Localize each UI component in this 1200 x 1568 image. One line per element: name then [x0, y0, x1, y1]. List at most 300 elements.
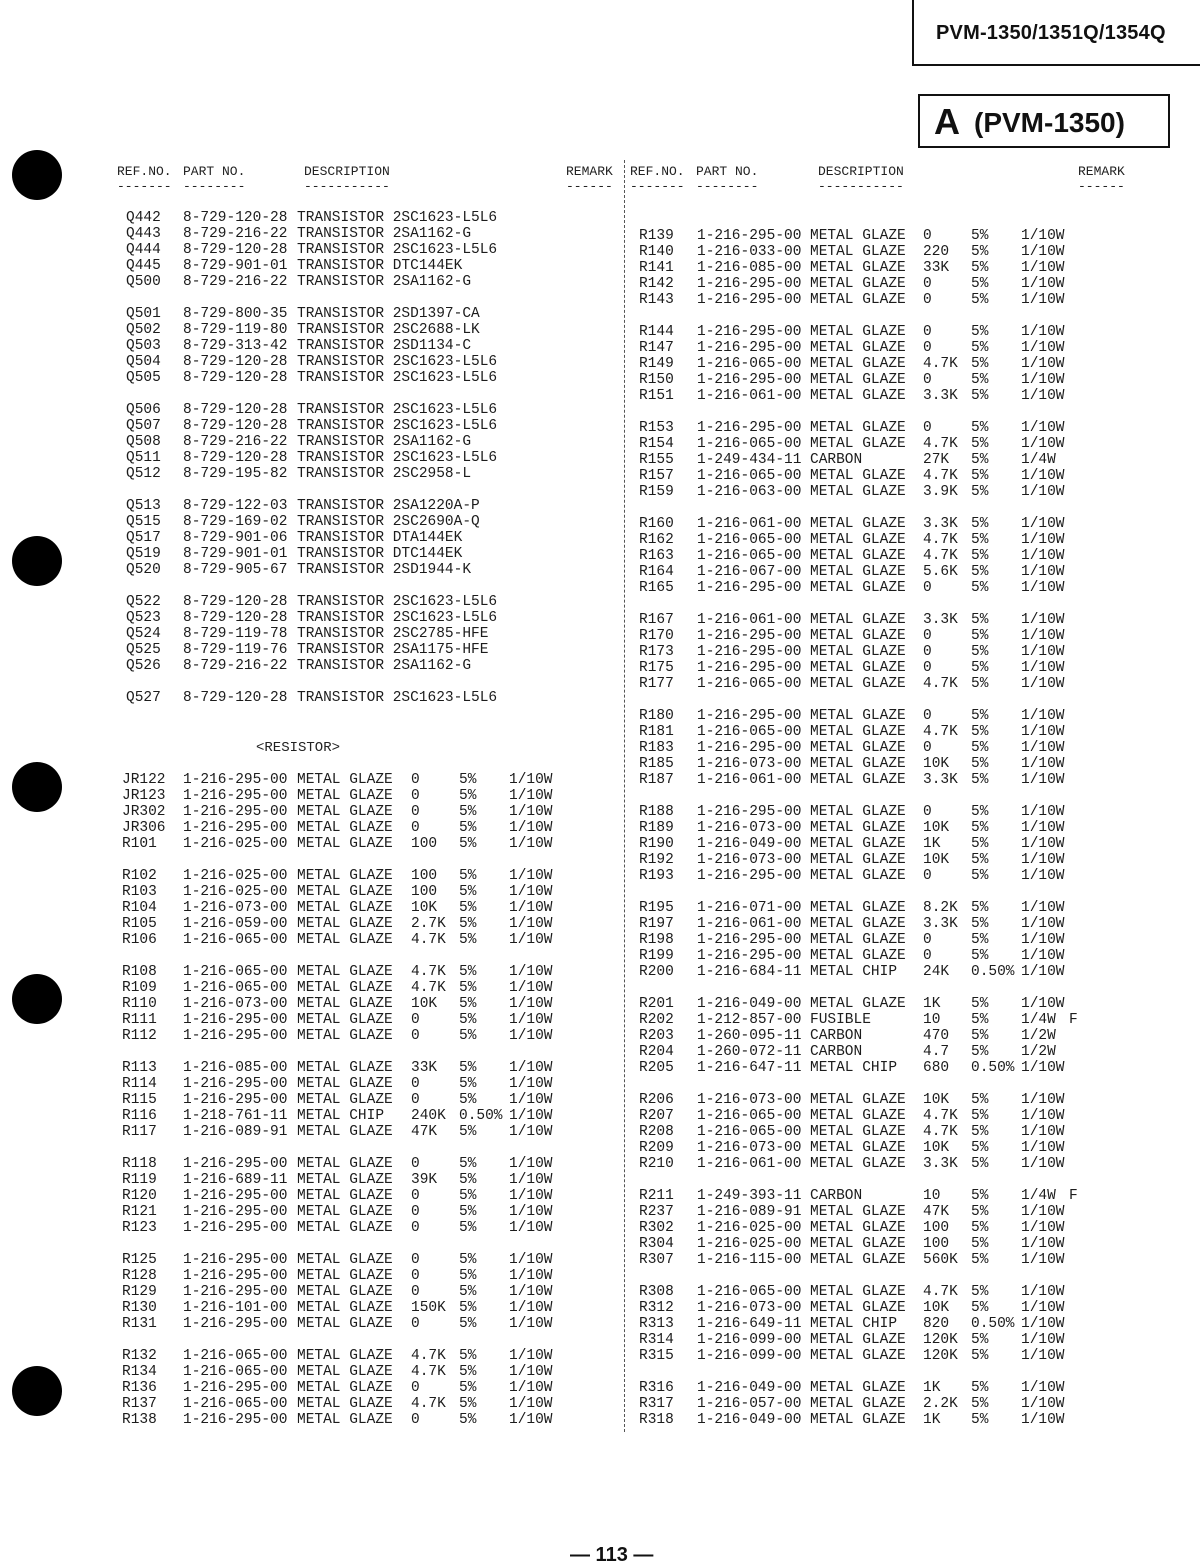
tolerance: 5%: [459, 772, 477, 788]
rating: 1/2W: [1021, 1044, 1056, 1060]
table-row: [0, 356, 1200, 372]
tolerance: 5%: [971, 1396, 989, 1412]
ref-no: Q526: [126, 658, 161, 674]
table-row: [0, 324, 1200, 340]
tolerance: 5%: [459, 964, 477, 980]
tolerance: 5%: [971, 1220, 989, 1236]
tolerance: 5%: [971, 1012, 989, 1028]
ref-no: R185: [639, 756, 674, 772]
ref-no: R206: [639, 1092, 674, 1108]
description: METAL GLAZE: [810, 708, 906, 724]
resistance: 3.3K: [923, 772, 958, 788]
resistance: 0: [411, 1204, 420, 1220]
ref-no: R118: [122, 1156, 157, 1172]
description: METAL GLAZE: [810, 292, 906, 308]
ref-no: R104: [122, 900, 157, 916]
ref-no: R102: [122, 868, 157, 884]
part-no: 1-216-295-00: [183, 1156, 288, 1172]
resistance: 0: [411, 804, 420, 820]
description: METAL GLAZE: [297, 1220, 393, 1236]
part-no: 8-729-120-28: [183, 594, 288, 610]
table-row: [0, 340, 1200, 356]
description: FUSIBLE: [810, 1012, 871, 1028]
tolerance: 5%: [459, 1316, 477, 1332]
table-row: [0, 1092, 1200, 1108]
tolerance: 5%: [971, 452, 989, 468]
binder-hole-1: [12, 150, 62, 200]
ref-no: Q444: [126, 242, 161, 258]
description: METAL GLAZE: [810, 660, 906, 676]
part-no: 1-216-295-00: [183, 772, 288, 788]
part-no: 1-249-393-11: [697, 1188, 802, 1204]
ref-no: R154: [639, 436, 674, 452]
variant-box: [918, 94, 1170, 148]
col-ref-left: REF.NO.: [117, 164, 172, 179]
part-no: 1-216-295-00: [697, 228, 802, 244]
description: METAL GLAZE: [297, 836, 393, 852]
rating: 1/4W: [1021, 452, 1056, 468]
ref-no: Q523: [126, 610, 161, 626]
description: METAL GLAZE: [810, 436, 906, 452]
resistance: 680: [923, 1060, 950, 1076]
ref-no: Q504: [126, 354, 161, 370]
ref-no: R147: [639, 340, 674, 356]
description: CARBON: [810, 1188, 863, 1204]
tolerance: 5%: [971, 1204, 989, 1220]
ref-no: R175: [639, 660, 674, 676]
resistance: 24K: [923, 964, 950, 980]
part-no: 8-729-216-22: [183, 226, 288, 242]
table-row: [0, 852, 1200, 868]
model-title: PVM-1350/1351Q/1354Q: [936, 22, 1166, 44]
ref-no: Q502: [126, 322, 161, 338]
rating: 1/10W: [509, 1316, 553, 1332]
rating: 1/10W: [1021, 756, 1065, 772]
description: METAL GLAZE: [297, 788, 393, 804]
ref-no: R201: [639, 996, 674, 1012]
tolerance: 5%: [971, 1380, 989, 1396]
tolerance: 5%: [971, 820, 989, 836]
tolerance: 5%: [971, 852, 989, 868]
description: TRANSISTOR 2SC1623-L5L6: [297, 418, 498, 434]
ref-no: R151: [639, 388, 674, 404]
part-no: 8-729-119-80: [183, 322, 288, 338]
description: METAL GLAZE: [810, 1284, 906, 1300]
part-no: 1-216-065-00: [697, 1284, 802, 1300]
part-no: 1-216-295-00: [697, 580, 802, 596]
part-no: 1-216-065-00: [697, 532, 802, 548]
part-no: 1-216-073-00: [183, 900, 288, 916]
ref-no: Q515: [126, 514, 161, 530]
tolerance: 5%: [971, 756, 989, 772]
rating: 1/4W: [1021, 1012, 1056, 1028]
part-no: 1-216-065-00: [697, 1108, 802, 1124]
resistance: 470: [923, 1028, 950, 1044]
table-row: [0, 1124, 1200, 1140]
part-no: 1-216-684-11: [697, 964, 802, 980]
part-no: 1-216-295-00: [183, 1412, 288, 1428]
part-no: 1-216-295-00: [183, 1380, 288, 1396]
rating: 1/10W: [509, 1204, 553, 1220]
dash-remark-right: ------: [1078, 179, 1125, 194]
resistance: 4.7K: [923, 356, 958, 372]
description: METAL GLAZE: [810, 820, 906, 836]
table-row: [0, 276, 1200, 292]
table-row: [0, 1156, 1200, 1172]
ref-no: Q519: [126, 546, 161, 562]
ref-no: R316: [639, 1380, 674, 1396]
description: METAL GLAZE: [810, 1252, 906, 1268]
rating: 1/10W: [509, 1172, 553, 1188]
table-row: [0, 1140, 1200, 1156]
tolerance: 5%: [971, 1028, 989, 1044]
resistance: 4.7K: [923, 1108, 958, 1124]
tolerance: 5%: [971, 724, 989, 740]
description: METAL GLAZE: [297, 1076, 393, 1092]
part-no: 1-216-295-00: [697, 340, 802, 356]
page-number: — 113 —: [570, 1544, 654, 1566]
tolerance: 5%: [459, 820, 477, 836]
rating: 1/10W: [1021, 532, 1065, 548]
part-no: 1-216-295-00: [183, 1028, 288, 1044]
rating: 1/10W: [1021, 276, 1065, 292]
table-row: [0, 1044, 1200, 1060]
resistance: 2.7K: [411, 916, 446, 932]
resistance: 0: [411, 1252, 420, 1268]
resistance: 4.7K: [923, 724, 958, 740]
description: METAL GLAZE: [810, 724, 906, 740]
resistance: 0: [411, 1316, 420, 1332]
tolerance: 5%: [459, 1412, 477, 1428]
description: METAL GLAZE: [810, 1396, 906, 1412]
ref-no: R200: [639, 964, 674, 980]
resistance: 1K: [923, 1412, 941, 1428]
table-row: [0, 932, 1200, 948]
rating: 1/10W: [1021, 1108, 1065, 1124]
part-no: 1-216-295-00: [183, 1188, 288, 1204]
rating: 1/10W: [1021, 628, 1065, 644]
part-no: 1-216-063-00: [697, 484, 802, 500]
ref-no: R210: [639, 1156, 674, 1172]
tolerance: 5%: [971, 660, 989, 676]
table-row: [0, 436, 1200, 452]
part-no: 1-216-061-00: [697, 916, 802, 932]
tolerance: 5%: [971, 468, 989, 484]
description: TRANSISTOR 2SC1623-L5L6: [297, 594, 498, 610]
rating: 1/10W: [509, 1220, 553, 1236]
description: TRANSISTOR 2SD1397-CA: [297, 306, 480, 322]
description: TRANSISTOR 2SA1162-G: [297, 274, 472, 290]
tolerance: 5%: [971, 676, 989, 692]
tolerance: 0.50%: [971, 1316, 1015, 1332]
description: METAL GLAZE: [810, 324, 906, 340]
description: METAL GLAZE: [810, 420, 906, 436]
description: METAL GLAZE: [297, 932, 393, 948]
ref-no: R302: [639, 1220, 674, 1236]
tolerance: 5%: [971, 1236, 989, 1252]
description: METAL GLAZE: [810, 532, 906, 548]
description: METAL GLAZE: [297, 1204, 393, 1220]
tolerance: 5%: [459, 916, 477, 932]
rating: 1/10W: [509, 772, 553, 788]
resistance: 100: [923, 1236, 950, 1252]
ref-no: R209: [639, 1140, 674, 1156]
rating: 1/10W: [509, 1364, 553, 1380]
rating: 1/10W: [1021, 740, 1065, 756]
ref-no: R119: [122, 1172, 157, 1188]
ref-no: R314: [639, 1332, 674, 1348]
rating: 1/10W: [1021, 868, 1065, 884]
description: METAL GLAZE: [297, 1252, 393, 1268]
table-row: [0, 516, 1200, 532]
part-no: 1-216-295-00: [697, 740, 802, 756]
col-desc-right: DESCRIPTION: [818, 164, 904, 179]
resistance: 0: [923, 628, 932, 644]
rating: 1/10W: [1021, 724, 1065, 740]
table-row: [0, 772, 1200, 788]
description: METAL GLAZE: [297, 996, 393, 1012]
ref-no: R183: [639, 740, 674, 756]
tolerance: 5%: [971, 1044, 989, 1060]
tolerance: 0.50%: [971, 964, 1015, 980]
resistance: 4.7: [923, 1044, 950, 1060]
ref-no: R205: [639, 1060, 674, 1076]
rating: 1/10W: [1021, 1140, 1065, 1156]
ref-no: R304: [639, 1236, 674, 1252]
rating: 1/10W: [1021, 340, 1065, 356]
resistance: 0: [411, 1412, 420, 1428]
ref-no: Q505: [126, 370, 161, 386]
part-no: 8-729-313-42: [183, 338, 288, 354]
resistance: 4.7K: [411, 932, 446, 948]
ref-no: R120: [122, 1188, 157, 1204]
description: METAL GLAZE: [810, 1412, 906, 1428]
description: TRANSISTOR 2SA1162-G: [297, 658, 472, 674]
col-remark-right: REMARK: [1078, 164, 1125, 179]
rating: 1/10W: [1021, 292, 1065, 308]
rating: 1/10W: [509, 1348, 553, 1364]
resistance: 0: [411, 1268, 420, 1284]
resistance: 3.3K: [923, 1156, 958, 1172]
description: METAL GLAZE: [297, 1092, 393, 1108]
resistance: 33K: [923, 260, 950, 276]
dash-part-right: --------: [696, 179, 759, 194]
ref-no: Q524: [126, 626, 161, 642]
ref-no: R130: [122, 1300, 157, 1316]
resistance: 0: [411, 1380, 420, 1396]
description: TRANSISTOR 2SD1944-K: [297, 562, 472, 578]
ref-no: R132: [122, 1348, 157, 1364]
rating: 1/10W: [509, 916, 553, 932]
description: METAL GLAZE: [810, 1108, 906, 1124]
description: METAL GLAZE: [297, 804, 393, 820]
part-no: 8-729-119-78: [183, 626, 288, 642]
rating: 1/10W: [509, 980, 553, 996]
table-row: [0, 628, 1200, 644]
tolerance: 5%: [459, 1380, 477, 1396]
tolerance: 5%: [971, 836, 989, 852]
resistance: 0: [411, 1284, 420, 1300]
ref-no: R208: [639, 1124, 674, 1140]
tolerance: 5%: [971, 1156, 989, 1172]
rating: 1/10W: [1021, 612, 1065, 628]
tolerance: 5%: [971, 1092, 989, 1108]
col-desc-left: DESCRIPTION: [304, 164, 390, 179]
resistance: 0: [411, 1028, 420, 1044]
col-part-right: PART NO.: [696, 164, 759, 179]
ref-no: R111: [122, 1012, 157, 1028]
rating: 1/10W: [509, 1268, 553, 1284]
tolerance: 5%: [971, 580, 989, 596]
description: TRANSISTOR 2SC1623-L5L6: [297, 610, 498, 626]
rating: 1/10W: [509, 836, 553, 852]
resistance: 4.7K: [411, 1396, 446, 1412]
tolerance: 5%: [971, 900, 989, 916]
ref-no: R207: [639, 1108, 674, 1124]
description: METAL GLAZE: [810, 260, 906, 276]
description: METAL CHIP: [810, 964, 898, 980]
resistance: 820: [923, 1316, 950, 1332]
part-no: 8-729-169-02: [183, 514, 288, 530]
table-row: [0, 980, 1200, 996]
rating: 1/10W: [1021, 244, 1065, 260]
part-no: 1-216-071-00: [697, 900, 802, 916]
rating: 1/10W: [509, 964, 553, 980]
description: METAL GLAZE: [810, 276, 906, 292]
ref-no: R162: [639, 532, 674, 548]
table-row: [0, 708, 1200, 724]
table-row: [0, 884, 1200, 900]
tolerance: 5%: [459, 1060, 477, 1076]
table-row: [0, 564, 1200, 580]
part-no: 1-216-065-00: [183, 1364, 288, 1380]
tolerance: 5%: [459, 1156, 477, 1172]
resistance: 2.2K: [923, 1396, 958, 1412]
ref-no: R195: [639, 900, 674, 916]
resistance: 0: [923, 804, 932, 820]
description: TRANSISTOR 2SC1623-L5L6: [297, 370, 498, 386]
rating: 1/10W: [1021, 228, 1065, 244]
ref-no: R307: [639, 1252, 674, 1268]
table-row: [0, 388, 1200, 404]
description: METAL GLAZE: [810, 1140, 906, 1156]
description: METAL GLAZE: [297, 1172, 393, 1188]
ref-no: R204: [639, 1044, 674, 1060]
part-no: 1-216-061-00: [697, 1156, 802, 1172]
ref-no: R237: [639, 1204, 674, 1220]
table-row: [0, 1332, 1200, 1348]
ref-no: R141: [639, 260, 674, 276]
ref-no: Q442: [126, 210, 161, 226]
description: METAL GLAZE: [810, 564, 906, 580]
description: METAL GLAZE: [810, 676, 906, 692]
table-row: [0, 260, 1200, 276]
tolerance: 5%: [459, 884, 477, 900]
description: METAL GLAZE: [810, 228, 906, 244]
tolerance: 5%: [459, 1300, 477, 1316]
table-row: [0, 820, 1200, 836]
tolerance: 5%: [971, 868, 989, 884]
resistance: 4.7K: [923, 548, 958, 564]
rating: 1/10W: [1021, 772, 1065, 788]
ref-no: Q507: [126, 418, 161, 434]
rating: 1/10W: [1021, 260, 1065, 276]
part-no: 1-216-115-00: [697, 1252, 802, 1268]
part-no: 1-216-049-00: [697, 996, 802, 1012]
description: METAL GLAZE: [810, 932, 906, 948]
rating: 1/10W: [509, 1188, 553, 1204]
ref-no: R199: [639, 948, 674, 964]
rating: 1/10W: [1021, 948, 1065, 964]
resistance: 4.7K: [923, 532, 958, 548]
rating: 1/10W: [1021, 1156, 1065, 1172]
rating: 1/10W: [1021, 516, 1065, 532]
description: METAL GLAZE: [297, 1284, 393, 1300]
description: TRANSISTOR 2SA1162-G: [297, 226, 472, 242]
table-row: [0, 1076, 1200, 1092]
ref-no: R142: [639, 276, 674, 292]
description: METAL GLAZE: [810, 1124, 906, 1140]
ref-no: R110: [122, 996, 157, 1012]
ref-no: JR122: [122, 772, 166, 788]
description: METAL GLAZE: [810, 1204, 906, 1220]
description: METAL GLAZE: [810, 548, 906, 564]
part-no: 8-729-905-67: [183, 562, 288, 578]
ref-no: R312: [639, 1300, 674, 1316]
part-no: 1-216-057-00: [697, 1396, 802, 1412]
ref-no: Q511: [126, 450, 161, 466]
tolerance: 5%: [971, 260, 989, 276]
table-row: [0, 210, 1200, 226]
description: METAL GLAZE: [810, 484, 906, 500]
description: METAL GLAZE: [810, 804, 906, 820]
description: METAL GLAZE: [297, 980, 393, 996]
description: TRANSISTOR 2SC1623-L5L6: [297, 450, 498, 466]
resistance: 10K: [923, 756, 950, 772]
description: METAL GLAZE: [810, 1348, 906, 1364]
dash-ref-right: -------: [630, 179, 685, 194]
rating: 1/10W: [1021, 916, 1065, 932]
ref-no: R150: [639, 372, 674, 388]
ref-no: Q513: [126, 498, 161, 514]
description: CARBON: [810, 452, 863, 468]
ref-no: R115: [122, 1092, 157, 1108]
resistance: 0: [923, 292, 932, 308]
resistance: 0: [411, 1156, 420, 1172]
tolerance: 5%: [971, 1284, 989, 1300]
part-no: 1-216-295-00: [183, 1252, 288, 1268]
description: TRANSISTOR 2SD1134-C: [297, 338, 472, 354]
rating: 1/10W: [1021, 676, 1065, 692]
part-no: 1-216-295-00: [697, 644, 802, 660]
ref-no: R101: [122, 836, 157, 852]
rating: 1/4W: [1021, 1188, 1056, 1204]
part-no: 1-216-295-00: [183, 1092, 288, 1108]
ref-no: R181: [639, 724, 674, 740]
description: METAL GLAZE: [297, 900, 393, 916]
part-no: 8-729-120-28: [183, 690, 288, 706]
tolerance: 5%: [971, 292, 989, 308]
description: METAL GLAZE: [810, 772, 906, 788]
tolerance: 5%: [971, 996, 989, 1012]
description: METAL GLAZE: [297, 820, 393, 836]
ref-no: R189: [639, 820, 674, 836]
part-no: 1-216-073-00: [697, 756, 802, 772]
part-no: 1-216-295-00: [183, 804, 288, 820]
part-no: 1-216-295-00: [697, 292, 802, 308]
tolerance: 5%: [459, 1268, 477, 1284]
ref-no: R112: [122, 1028, 157, 1044]
